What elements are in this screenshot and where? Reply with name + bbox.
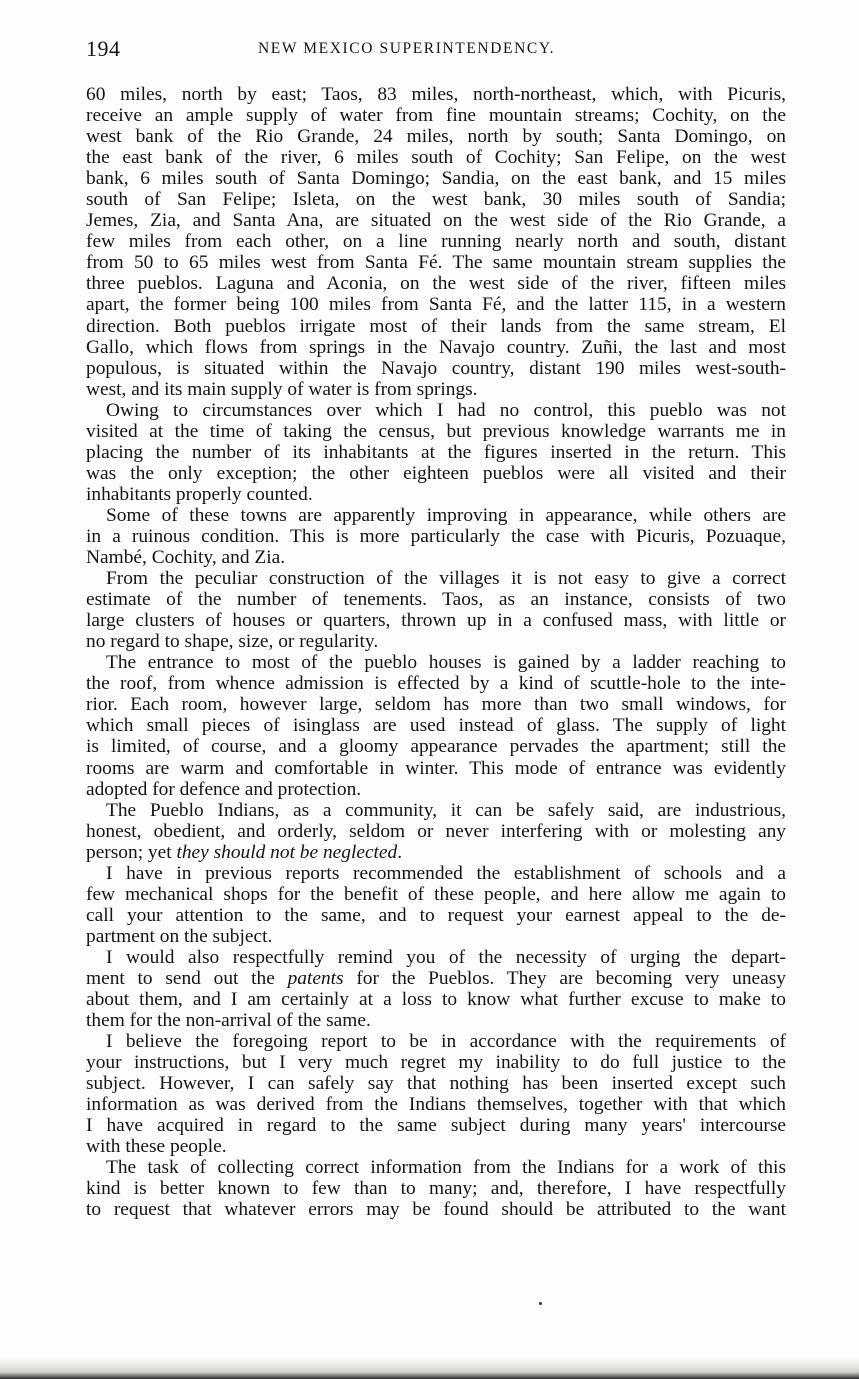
line-text: partment on the subject.: [86, 925, 273, 947]
text-line: [86, 800, 786, 821]
line-text: I have in previous reports recommended the establishment of schools and a: [106, 862, 786, 884]
text-line: [86, 337, 786, 358]
text-line: [86, 1031, 786, 1052]
line-text: rooms are warm and comfortable in winter. This mode of entrance was evidently: [86, 757, 786, 779]
line-text: apart, the former being 100 miles from Santa Fé, and the latter 115, in a western: [86, 294, 786, 316]
text-line: [86, 694, 786, 715]
text-line: [86, 1010, 786, 1031]
text-line: [86, 1052, 786, 1073]
line-text-after: for the Pueblos. They are becoming very uneasy: [343, 967, 786, 989]
text-line: [86, 631, 786, 652]
line-text: large clusters of houses or quarters, thrown up in a confused mass, with little or: [86, 610, 786, 632]
text-line: [86, 715, 786, 736]
line-text: which small pieces of isinglass are used instead of glass. The supply of light: [86, 715, 786, 737]
text-line: [86, 947, 786, 968]
text-line: [86, 736, 786, 757]
body-text: [86, 84, 786, 1221]
text-line: [86, 1094, 786, 1115]
text-line: [86, 316, 786, 337]
line-text: your instructions, but I very much regret my inability to do full justice to the: [86, 1052, 786, 1074]
text-line: [86, 505, 786, 526]
line-text: in a ruinous condition. This is more particularly the case with Picuris, Pozuaque,: [86, 525, 786, 547]
text-line: [86, 147, 786, 168]
line-text: few mechanical shops for the benefit of these people, and here allow me again to: [86, 883, 786, 905]
line-text: direction. Both pueblos irrigate most of their lands from the same stream, El: [86, 315, 786, 337]
line-text: about them, and I am certainly at a loss to know what further excuse to make to: [86, 989, 786, 1011]
line-text: Gallo, which flows from springs in the Navajo country. Zuñi, the last and most: [86, 336, 786, 358]
text-line: [86, 526, 786, 547]
text-line: [86, 1157, 786, 1178]
line-text: three pueblos. Laguna and Aconia, on the west side of the river, fifteen miles: [86, 273, 786, 295]
line-text: adopted for defence and protection.: [86, 778, 362, 800]
text-line: [86, 905, 786, 926]
line-text: from 50 to 65 miles west from Santa Fé. The same mountain stream supplies the: [86, 252, 786, 274]
page-number: 194: [86, 36, 121, 61]
text-line: [86, 252, 786, 273]
text-line: [86, 126, 786, 147]
line-text: Jemes, Zia, and Santa Ana, are situated on the west side of the Rio Grande, a: [86, 210, 786, 232]
text-line: [86, 589, 786, 610]
line-text: west bank of the Rio Grande, 24 miles, north by south; Santa Domingo, on: [86, 126, 786, 148]
text-line: [86, 1073, 786, 1094]
line-text: The entrance to most of the pueblo houses is gained by a ladder reaching to: [106, 652, 786, 674]
line-text: south of San Felipe; Isleta, on the west bank, 30 miles south of Sandia;: [86, 189, 786, 211]
print-speck: [539, 1302, 542, 1305]
text-line: [86, 358, 786, 379]
text-line: [86, 210, 786, 231]
text-line: [86, 1178, 786, 1199]
text-line: [86, 610, 786, 631]
line-text: was the only exception; the other eighteen pueblos were all visited and their: [86, 462, 786, 484]
line-text: with these people.: [86, 1136, 227, 1158]
page-bottom-edge: [0, 1356, 859, 1379]
line-text: The task of collecting correct information from the Indians for a work of this: [106, 1157, 786, 1179]
line-text-after: .: [397, 841, 403, 863]
italic-text: patents: [287, 967, 344, 989]
line-text: call your attention to the same, and to request your earnest appeal to the de-: [86, 904, 786, 926]
text-line: [86, 463, 786, 484]
line-text: I would also respectfully remind you of the necessity of urging the depart-: [106, 946, 786, 968]
text-line: [86, 379, 786, 400]
text-line: [86, 421, 786, 442]
line-text: person; yet: [86, 841, 177, 863]
line-text: 60 miles, north by east; Taos, 83 miles, north-northeast, which, with Picuris,: [86, 84, 786, 105]
line-text: bank, 6 miles south of Santa Domingo; Sandia, on the east bank, and 15 miles: [86, 168, 786, 190]
line-text: to request that whatever errors may be found should be attributed to the want: [86, 1199, 786, 1221]
line-text: Some of these towns are apparently improving in appearance, while others are: [106, 504, 786, 526]
line-text: them for the non-arrival of the same.: [86, 1010, 371, 1032]
text-line: [86, 673, 786, 694]
line-text: honest, obedient, and orderly, seldom or never interfering with or molesting any: [86, 820, 786, 842]
line-text: receive an ample supply of water from fine mountain streams; Cochity, on the: [86, 105, 786, 127]
line-text: rior. Each room, however large, seldom has more than two small windows, for: [86, 694, 786, 716]
text-line: [86, 168, 786, 189]
line-text: placing the number of its inhabitants at the figures inserted in the return. This: [86, 441, 786, 463]
text-line: [86, 442, 786, 463]
line-text: subject. However, I can safely say that nothing has been inserted except such: [86, 1073, 786, 1095]
line-text: no regard to shape, size, or regularity.: [86, 631, 379, 653]
line-text: visited at the time of taking the census, but previous knowledge warrants me in: [86, 420, 786, 442]
line-text: From the peculiar construction of the villages it is not easy to give a correct: [106, 568, 786, 590]
text-line: [86, 273, 786, 294]
text-line: [86, 821, 786, 842]
text-line: [86, 1136, 786, 1157]
running-head: NEW MEXICO SUPERINTENDENCY.: [258, 40, 556, 57]
text-line: [86, 968, 786, 989]
text-line: [86, 484, 786, 505]
text-line: [86, 400, 786, 421]
text-line: [86, 189, 786, 210]
text-line: [86, 294, 786, 315]
text-line: [86, 105, 786, 126]
text-line: [86, 926, 786, 947]
line-text: is limited, of course, and a gloomy appearance pervades the apartment; still the: [86, 736, 786, 758]
line-text: Owing to circumstances over which I had no control, this pueblo was not: [106, 399, 786, 421]
text-line: [86, 547, 786, 568]
line-text: information as was derived from the Indians themselves, together with that which: [86, 1094, 786, 1116]
line-text: The Pueblo Indians, as a community, it can be safely said, are industrious,: [106, 799, 786, 821]
text-line: [86, 989, 786, 1010]
line-text: ment to send out the: [86, 967, 288, 989]
text-line: [86, 1115, 786, 1136]
line-text: kind is better known to few than to many; and, therefore, I have respectfully: [86, 1178, 786, 1200]
text-line: [86, 231, 786, 252]
text-line: [86, 758, 786, 779]
line-text: the east bank of the river, 6 miles south of Cochity; San Felipe, on the west: [86, 147, 786, 169]
text-line: [86, 884, 786, 905]
text-line: [86, 863, 786, 884]
line-text: the roof, from whence admission is effected by a kind of scuttle-hole to the inte-: [86, 673, 786, 695]
text-line: [86, 652, 786, 673]
line-text: Nambé, Cochity, and Zia.: [86, 547, 286, 569]
line-text: few miles from each other, on a line running nearly north and south, distant: [86, 231, 786, 253]
line-text: inhabitants properly counted.: [86, 483, 313, 505]
line-text: populous, is situated within the Navajo country, distant 190 miles west-south-: [86, 357, 786, 379]
text-line: [86, 568, 786, 589]
text-line: [86, 842, 786, 863]
text-line: [86, 779, 786, 800]
page-header: [86, 36, 786, 66]
line-text: I believe the foregoing report to be in accordance with the requirements of: [106, 1031, 786, 1053]
text-line: [86, 1199, 786, 1220]
italic-text: they should not be neglected: [176, 841, 398, 863]
text-line: [86, 84, 786, 105]
line-text: I have acquired in regard to the same subject during many years' intercourse: [86, 1115, 786, 1137]
line-text: estimate of the number of tenements. Taos, as an instance, consists of two: [86, 589, 786, 611]
line-text: west, and its main supply of water is from springs.: [86, 378, 478, 400]
